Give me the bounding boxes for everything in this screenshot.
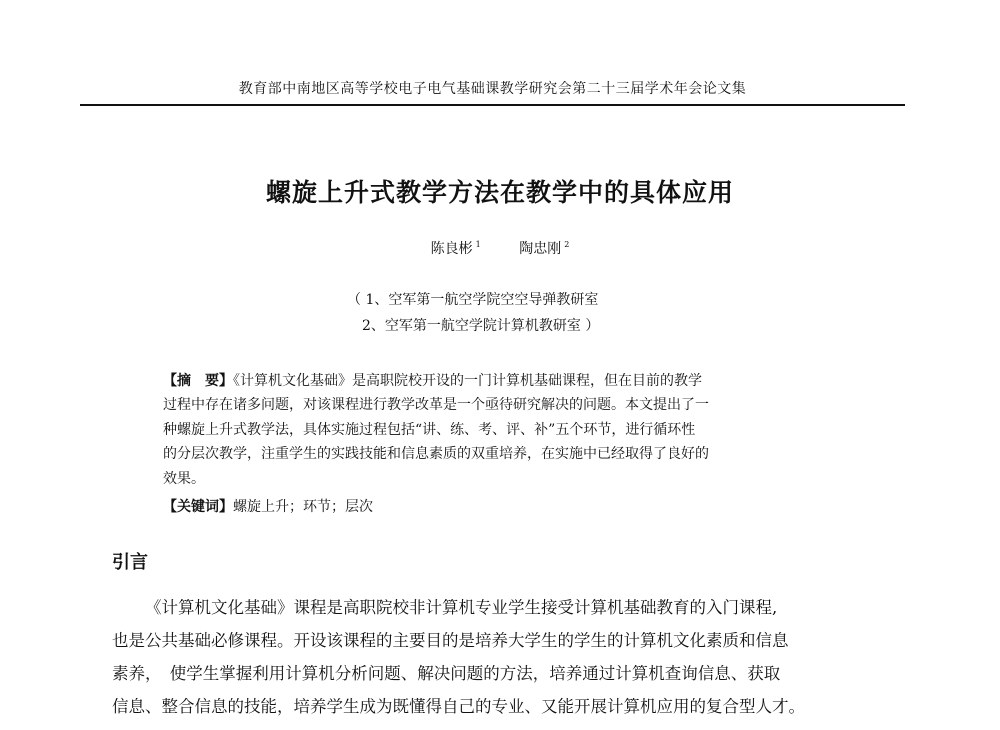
abstract-line	[163, 369, 828, 393]
section-heading: 引言	[112, 552, 148, 573]
abstract-text: 《计算机文化基础》是高职院校开设的一门计算机基础课程，但在目前的教学	[233, 373, 702, 389]
affiliation-mark: 2	[564, 240, 570, 250]
paragraph-line: 信息、整合信息的技能，培养学生成为既懂得自己的专业、又能开展计算机应用的复合型人才。	[112, 697, 805, 716]
running-header: 教育部中南地区高等学校电子电气基础课教学研究会第二十三届学术年会论文集	[238, 81, 747, 97]
paragraph-line: 素养， 使学生掌握利用计算机分析问题、解决问题的方法，培养通过计算机查询信息、获取	[112, 664, 781, 683]
affiliation-2: 2、空军第一航空学院计算机教研室 ）	[362, 318, 600, 334]
abstract	[163, 369, 828, 491]
abstract-line: 种螺旋上升式教学法，具体实施过程包括“讲、练、考、评、补”五个环节，进行循环性	[163, 421, 696, 438]
abstract-label: 【摘 要】	[163, 373, 233, 389]
paragraph-line: 也是公共基础必修课程。开设该课程的主要目的是培养大学生的学生的计算机文化素质和信息	[112, 631, 789, 650]
abstract-line: 过程中存在诸多问题，对该课程进行教学改革是一个亟待研究解决的问题。本文提出了一	[163, 397, 709, 414]
keywords-label: 【关键词】	[163, 499, 233, 515]
abstract-line: 的分层次教学，注重学生的实践技能和信息素质的双重培养，在实施中已经取得了良好的	[163, 446, 709, 463]
keywords-text: 螺旋上升；环节；层次	[233, 499, 373, 515]
affiliation-mark: 1	[475, 240, 481, 250]
header-rule	[80, 104, 905, 106]
author-1	[431, 241, 481, 257]
author-2	[519, 241, 569, 257]
keywords	[163, 496, 373, 516]
abstract-line: 效果。	[163, 470, 205, 487]
author-name: 陶忠刚	[519, 241, 562, 257]
paragraph-line: 《计算机文化基础》课程是高职院校非计算机专业学生接受计算机基础教育的入门课程,	[145, 598, 778, 617]
author-name: 陈良彬	[430, 241, 473, 257]
paper-title: 螺旋上升式教学方法在教学中的具体应用	[265, 178, 734, 207]
author-list	[0, 238, 1000, 258]
affiliation-1: （ 1、空军第一航空学院空空导弹教研室	[347, 292, 599, 308]
section-body	[112, 591, 892, 723]
